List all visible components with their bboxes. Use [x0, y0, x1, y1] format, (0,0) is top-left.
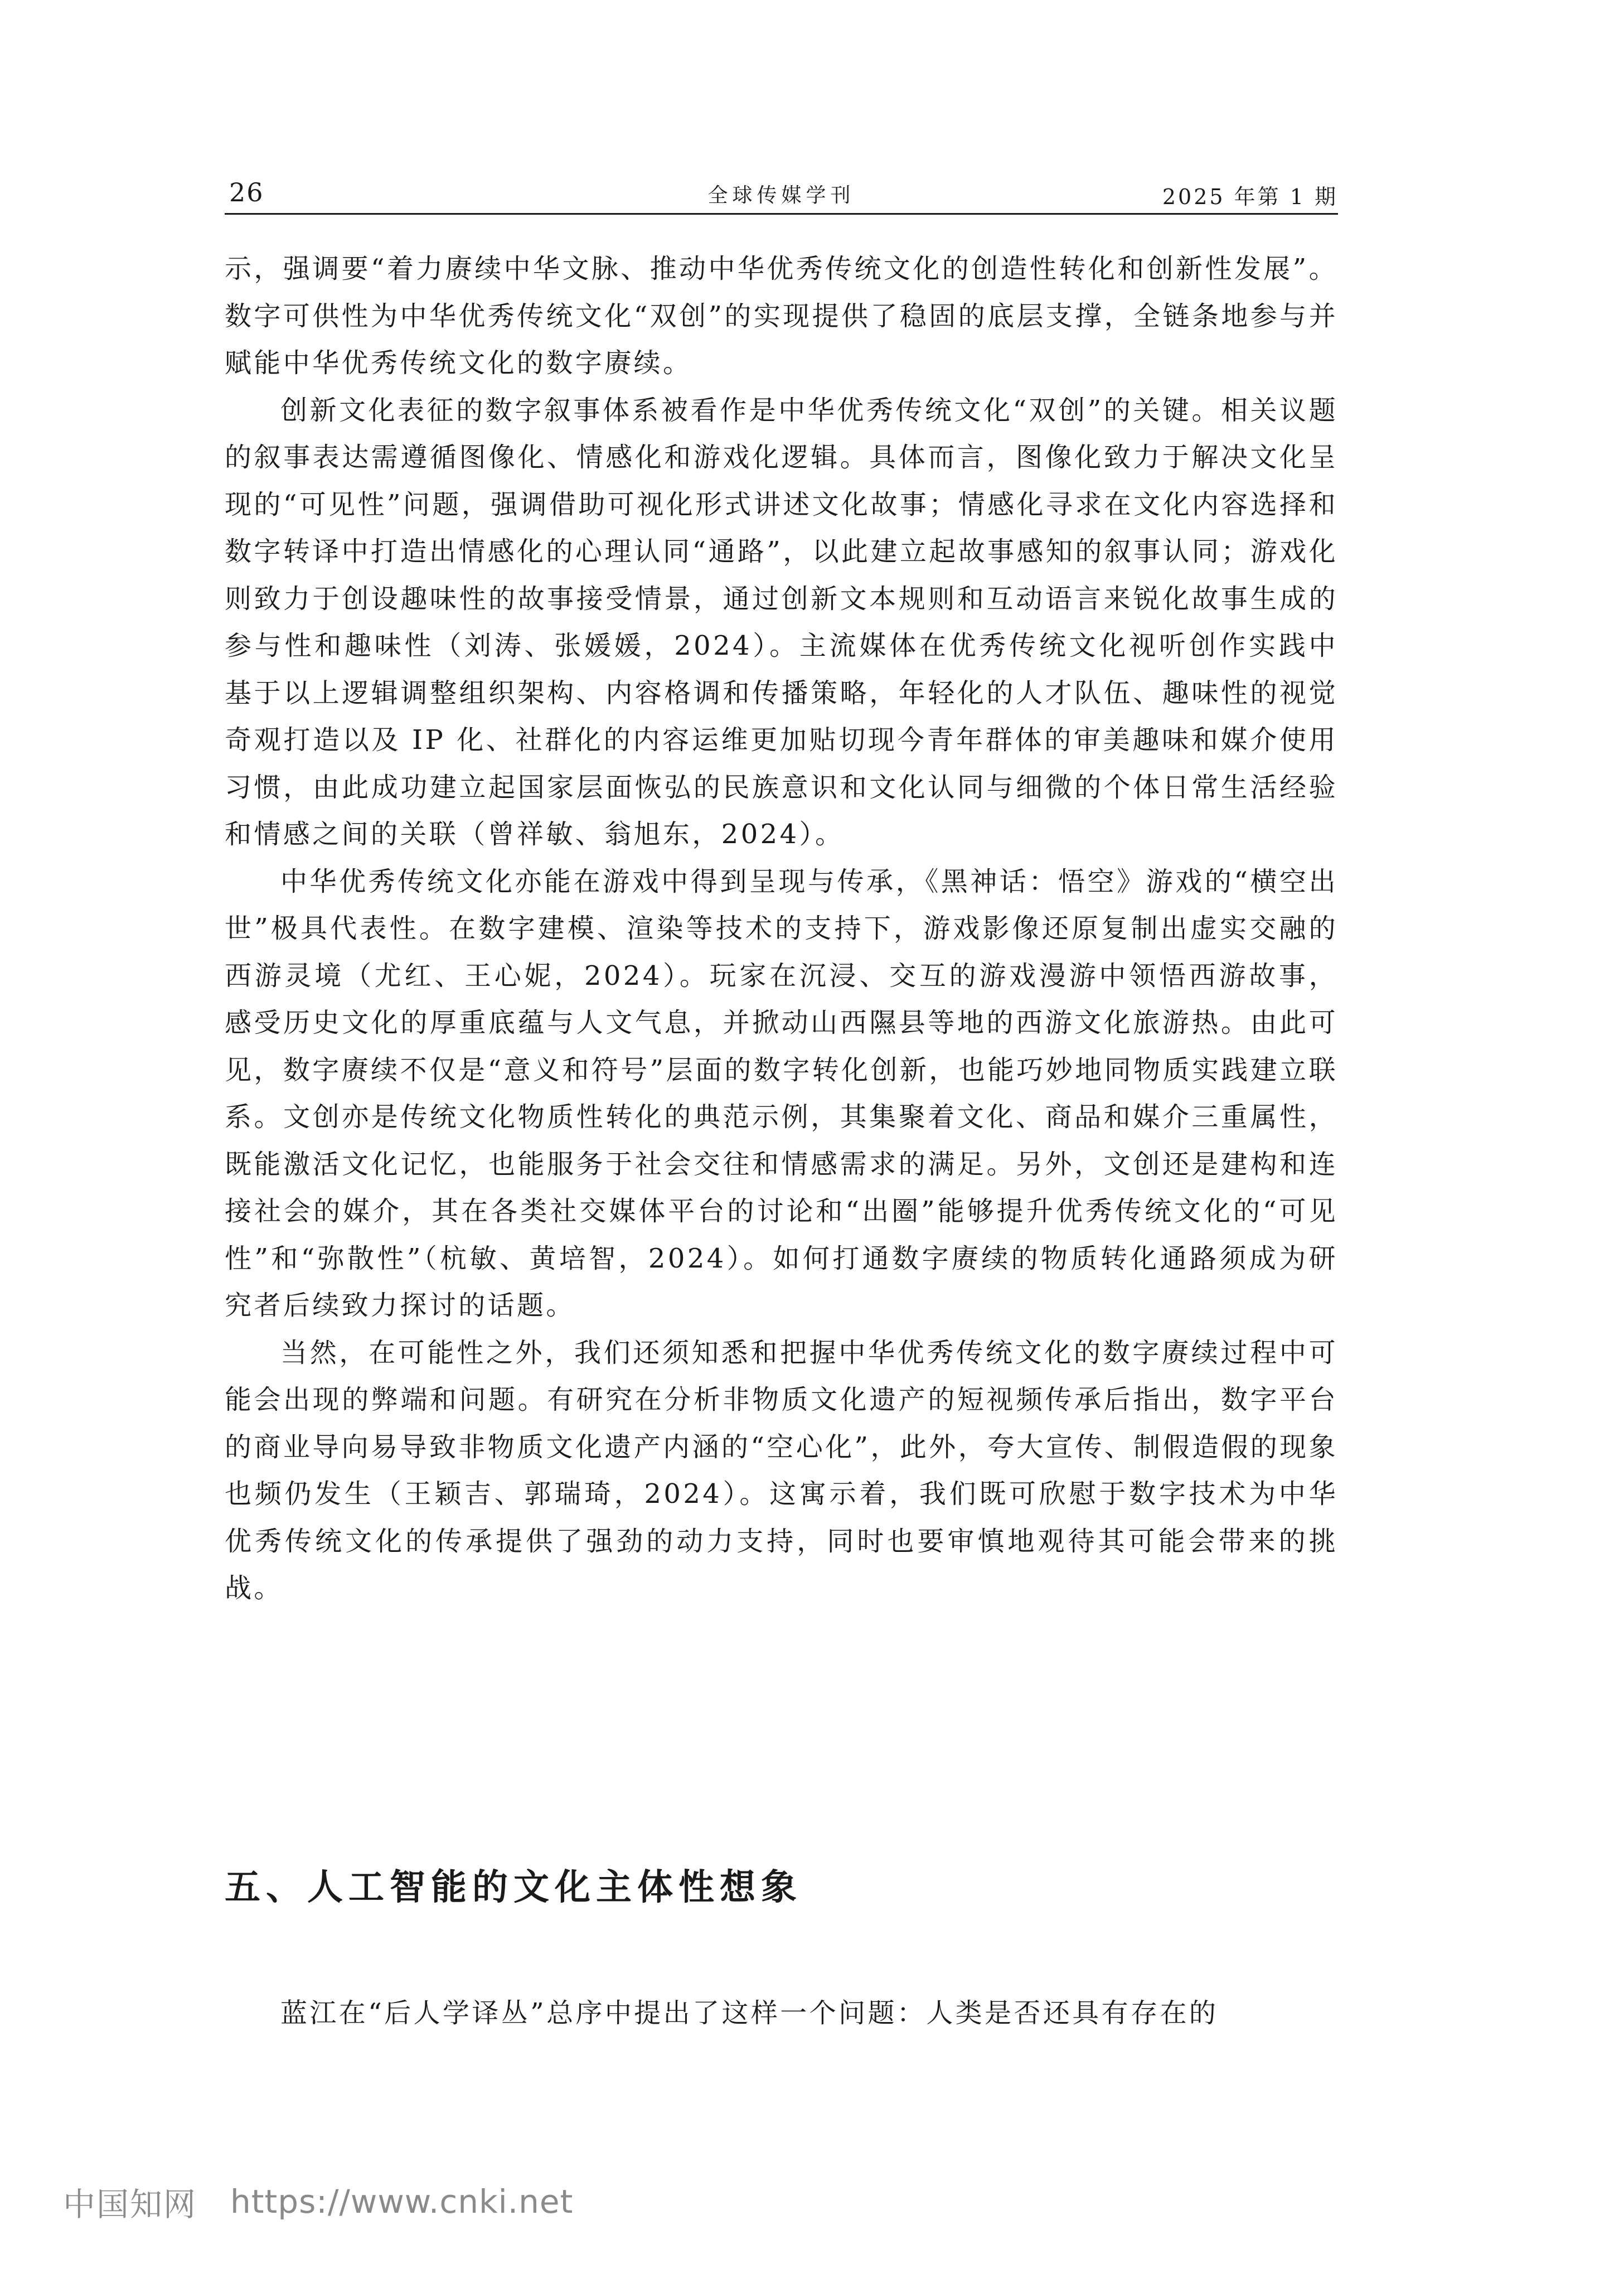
paragraph: 示，强调要“着力赓续中华文脉、推动中华优秀传统文化的创造性转化和创新性发展”。数字可供性为中华优秀传统文化“双创”的实现提供了稳固的底层支撑，全链条地参与并赋能中华优秀传统文化的数字赓续。 [225, 253, 1338, 379]
issue-label: 2025 年第 1 期 [1162, 185, 1338, 209]
page-number: 26 [229, 177, 264, 207]
watermark-url: https://www.cnki.net [230, 2183, 574, 2221]
cnki-watermark [63, 2179, 573, 2224]
watermark-brand: 中国知网 [63, 2185, 197, 2223]
body-text [225, 245, 1338, 1612]
section-heading: 五、人工智能的文化主体性想象 [225, 1866, 802, 1908]
paragraph: 当然，在可能性之外，我们还须知悉和把握中华优秀传统文化的数字赓续过程中可能会出现的弊端和问题。有研究在分析非物质文化遗产的短视频传承后指出，数字平台的商业导向易导致非物质文化遗产内涵的“空心化”，此外，夸大宣传、制假造假的现象也频仍发生（王颖吉、郭瑞琦，2024）。这寓示着，我们既可欣慰于数字技术为中华优秀传统文化的传承提供了强劲的动力支持，同时也要审慎地观待其可能会带来的挑战。 [225, 1337, 1338, 1604]
running-head [225, 177, 1338, 215]
paragraph: 创新文化表征的数字叙事体系被看作是中华优秀传统文化“双创”的关键。相关议题的叙事表达需遵循图像化、情感化和游戏化逻辑。具体而言，图像化致力于解决文化呈现的“可见性”问题，强调借助可视化形式讲述文化故事；情感化寻求在文化内容选择和数字转译中打造出情感化的心理认同“通路”，以此建立起故事感知的叙事认同；游戏化则致力于创设趣味性的故事接受情景，通过创新文本规则和互动语言来锐化故事生成的参与性和趣味性（刘涛、张媛媛，2024）。主流媒体在优秀传统文化视听创作实践中基于以上逻辑调整组织架构、内容格调和传播策略，年轻化的人才队伍、趣味性的视觉奇观打造以及 IP 化、社群化的内容运维更加贴切现今青年群体的审美趣味和媒介使用习惯，由此成功建立起国家层面恢弘的民族意识和文化认同与细微的个体日常生活经验和情感之间的关联（曾祥敏、翁旭东，2024）。 [225, 394, 1338, 850]
paragraph: 蓝江在“后人学译丛”总序中提出了这样一个问题：人类是否还具有存在的 [280, 1997, 1219, 2029]
journal-title: 全球传媒学刊 [707, 184, 855, 207]
paragraph: 中华优秀传统文化亦能在游戏中得到呈现与传承，《黑神话：悟空》游戏的“横空出世”极具代表性。在数字建模、渲染等技术的支持下，游戏影像还原复制出虚实交融的西游灵境（尤红、王心妮，2024）。玩家在沉浸、交互的游戏漫游中领悟西游故事，感受历史文化的厚重底蕴与人文气息，并掀动山西隰县等地的西游文化旅游热。由此可见，数字赓续不仅是“意义和符号”层面的数字转化创新，也能巧妙地同物质实践建立联系。文创亦是传统文化物质性转化的典范示例，其集聚着文化、商品和媒介三重属性，既能激活文化记忆，也能服务于社会交往和情感需求的满足。另外，文创还是建构和连接社会的媒介，其在各类社交媒体平台的讨论和“出圈”能够提升优秀传统文化的“可见性”和“弥散性”（杭敏、黄培智，2024）。如何打通数字赓续的物质转化通路须成为研究者后续致力探讨的话题。 [225, 865, 1338, 1321]
